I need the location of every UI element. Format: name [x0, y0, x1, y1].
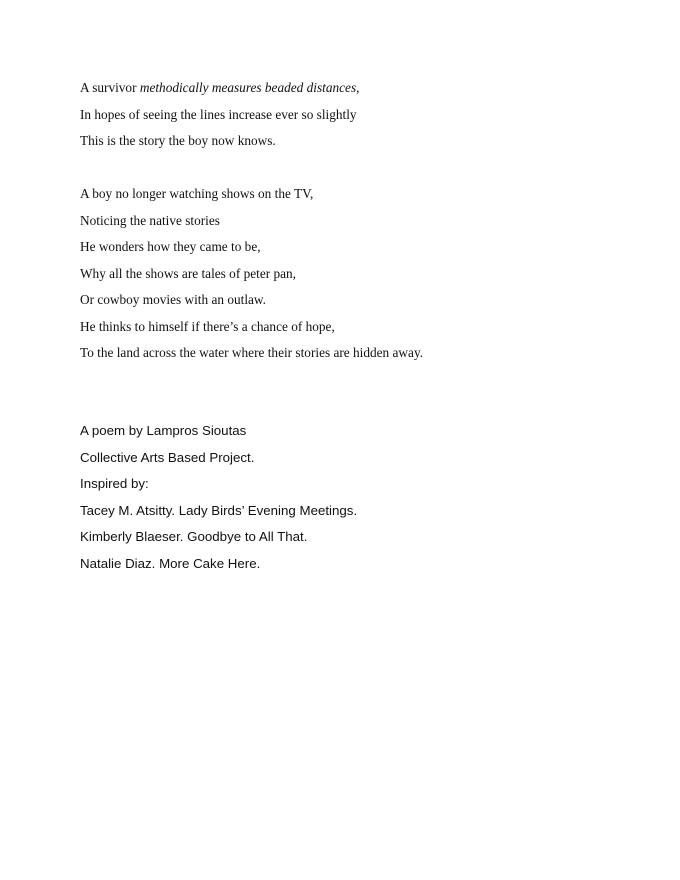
poem-line: Why all the shows are tales of peter pan,	[80, 265, 296, 281]
poem-line: Or cowboy movies with an outlaw.	[80, 292, 267, 307]
stanza-break	[80, 158, 640, 185]
poem-line: In hopes of seeing the lines increase ever so slightly	[80, 106, 357, 122]
poem-line: This is the story the boy now knows.	[80, 133, 276, 148]
poem-line-italic-text: methodically measures beaded distances	[139, 80, 357, 95]
byline: A poem by Lampros Sioutas	[80, 423, 247, 438]
inspiration-source: Natalie Diaz. More Cake Here.	[80, 555, 261, 571]
project-name: Collective Arts Based Project.	[80, 449, 255, 465]
poem-line: A boy no longer watching shows on the TV,	[80, 186, 314, 201]
poem-line	[80, 78, 640, 105]
inspiration-source: Kimberly Blaeser. Goodbye to All That.	[80, 529, 308, 544]
poem-line: He wonders how they came to be,	[80, 239, 261, 254]
poem-line: He thinks to himself if there’s a chance of hope,	[80, 318, 335, 334]
inspiration-source: Tacey M. Atsitty. Lady Birds’ Evening Meetings.	[80, 502, 358, 518]
inspired-by-label: Inspired by:	[80, 476, 149, 491]
poem-body	[80, 78, 640, 370]
poem-line-text: A survivor	[80, 80, 140, 95]
poem-line: To the land across the water where their stories are hidden away.	[80, 345, 424, 360]
poem-line-punctuation: ,	[356, 80, 360, 95]
poem-line: Noticing the native stories	[80, 212, 220, 228]
poem-credits	[80, 421, 640, 580]
